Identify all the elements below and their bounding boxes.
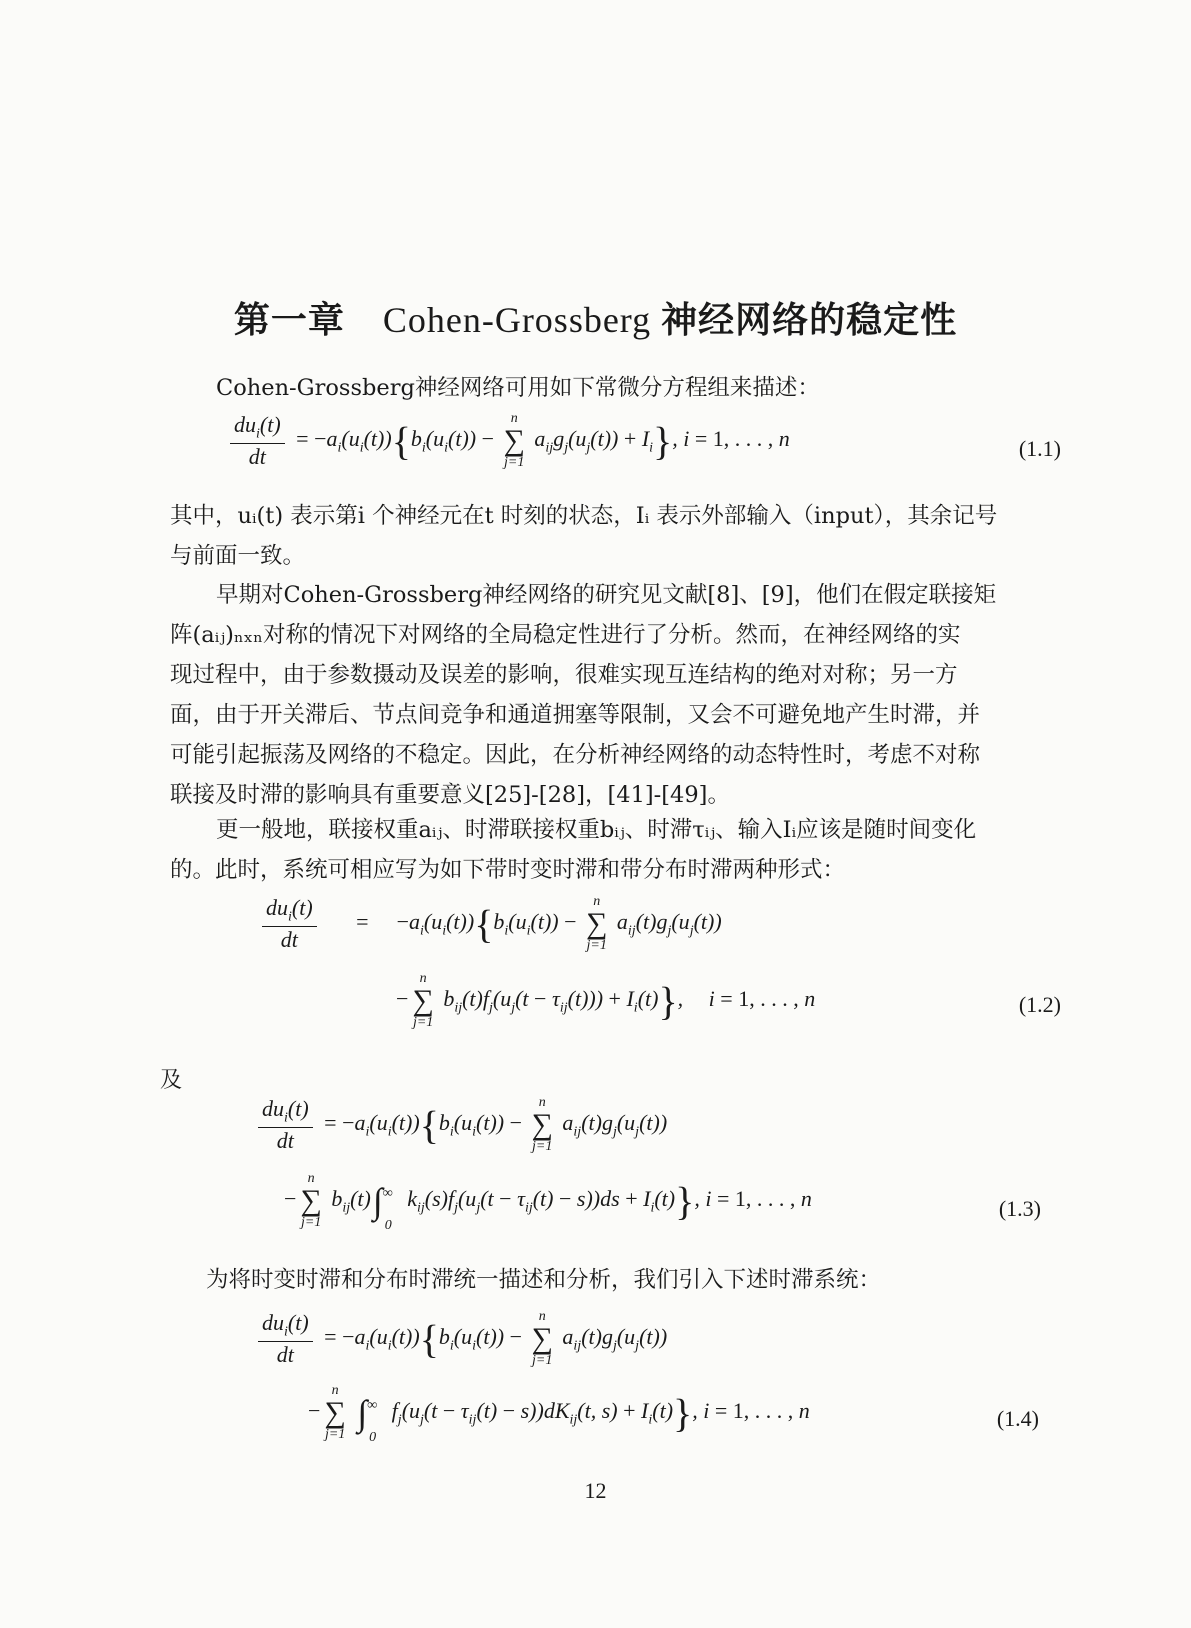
conjunction-ji: 及 [160, 1068, 183, 1093]
intro-line: Cohen-Grossberg神经网络可用如下常微分方程组来描述： [216, 375, 820, 401]
equation-number-1-3: (1.3) [998, 1196, 1041, 1221]
paragraph-2-line-3: 现过程中，由于参数摄动及误差的影响，很难实现互连结构的绝对对称；另一方 [170, 662, 958, 688]
equation-1-2-line-1: $\frac{du_i(t)}{dt}$ = $-a_i(u_i(t))\{b_i(u_i(t))$ − n ∑ j=1 $a_{ij}(t)g_j(u_j(t))$ [262, 895, 722, 953]
paragraph-2-line-5: 可能引起振荡及网络的不稳定。因此，在分析神经网络的动态特性时，考虑不对称 [170, 742, 981, 768]
paragraph-1-line-2: 与前面一致。 [170, 543, 306, 569]
equation-1-1: $\frac{du_i(t)}{dt}$ = $-a_i(u_i(t))\{b_i(u_i(t))$ − n ∑ j=1 $a_{ij}g_j(u_j(t)) + I_i$}, i = 1, . . . , n [230, 412, 790, 470]
page-number: 12 [584, 1478, 607, 1503]
equation-number-1-1: (1.1) [1018, 436, 1061, 461]
equation-number-1-4: (1.4) [996, 1406, 1039, 1431]
equation-1-3-line-2: − n ∑ j=1 $b_{ij}(t)\int^\infty_0$ $k_{ij}(s)f_j(u_j(t - \tau_{ij}(t) - s))ds + I_i(t)$}, i = 1, . . . , n [284, 1171, 812, 1233]
equation-1-2-line-2: − n ∑ j=1 $b_{ij}(t)f_j(u_j(t - \tau_{ij}(t))) + I_i(t)$}, i = 1, . . . , n [396, 971, 816, 1030]
paragraph-1 [170, 496, 1075, 576]
paragraph-2-line-1: 早期对Cohen-Grossberg神经网络的研究见文献[8]、[9]，他们在假定联接矩 [216, 582, 997, 608]
equation-1-4-line-2: − n ∑ j=1 $\int^\infty_0$ $f_j(u_j(t - \tau_{ij}(t) - s))dK_{ij}(t$, $s) + I_i(t)$}, i = 1, . . . , n [308, 1383, 810, 1445]
chapter-number: 第一章 [233, 299, 345, 341]
paragraph-2 [170, 575, 1075, 815]
paragraph-3-line-1: 更一般地，联接权重aᵢⱼ、时滞联接权重bᵢⱼ、时滞τᵢⱼ、输入Iᵢ应该是随时间变化 [216, 817, 977, 843]
equation-1-4-line-1: $\frac{du_i(t)}{dt}$ = $-a_i(u_i(t))\{b_i(u_i(t))$ − n ∑ j=1 $a_{ij}(t)g_j(u_j(t))$ [258, 1310, 667, 1368]
chapter-title-latin: Cohen-Grossberg [382, 300, 652, 340]
paragraph-2-line-4: 面，由于开关滞后、节点间竞争和通道拥塞等限制，又会不可避免地产生时滞，并 [170, 702, 981, 728]
paragraph-3-line-2: 的。此时，系统可相应写为如下带时变时滞和带分布时滞两种形式： [170, 857, 846, 883]
equation-1-3-line-1: $\frac{du_i(t)}{dt}$ = $-a_i(u_i(t))\{b_i(u_i(t))$ − n ∑ j=1 $a_{ij}(t)g_j(u_j(t))$ [258, 1096, 667, 1154]
chapter-title [0, 292, 1191, 343]
paragraph-2-line-6: 联接及时滞的影响具有重要意义[25]-[28]，[41]-[49]。 [170, 782, 730, 808]
equation-number-1-2: (1.2) [1018, 992, 1061, 1017]
paragraph-1-line-1: 其中，uᵢ(t) 表示第i 个神经元在t 时刻的状态，Iᵢ 表示外部输入（input），其余记号 [170, 503, 998, 529]
paragraph-4 [160, 1260, 1111, 1300]
intro-paragraph [170, 368, 1121, 408]
paragraph-4-line: 为将时变时滞和分布时滞统一描述和分析，我们引入下述时滞系统： [206, 1267, 882, 1293]
paragraph-3 [170, 810, 1075, 890]
chapter-title-cjk: 神经网络的稳定性 [661, 299, 958, 341]
paragraph-2-line-2: 阵(aᵢⱼ)ₙₓₙ对称的情况下对网络的全局稳定性进行了分析。然而，在神经网络的实 [170, 622, 961, 648]
